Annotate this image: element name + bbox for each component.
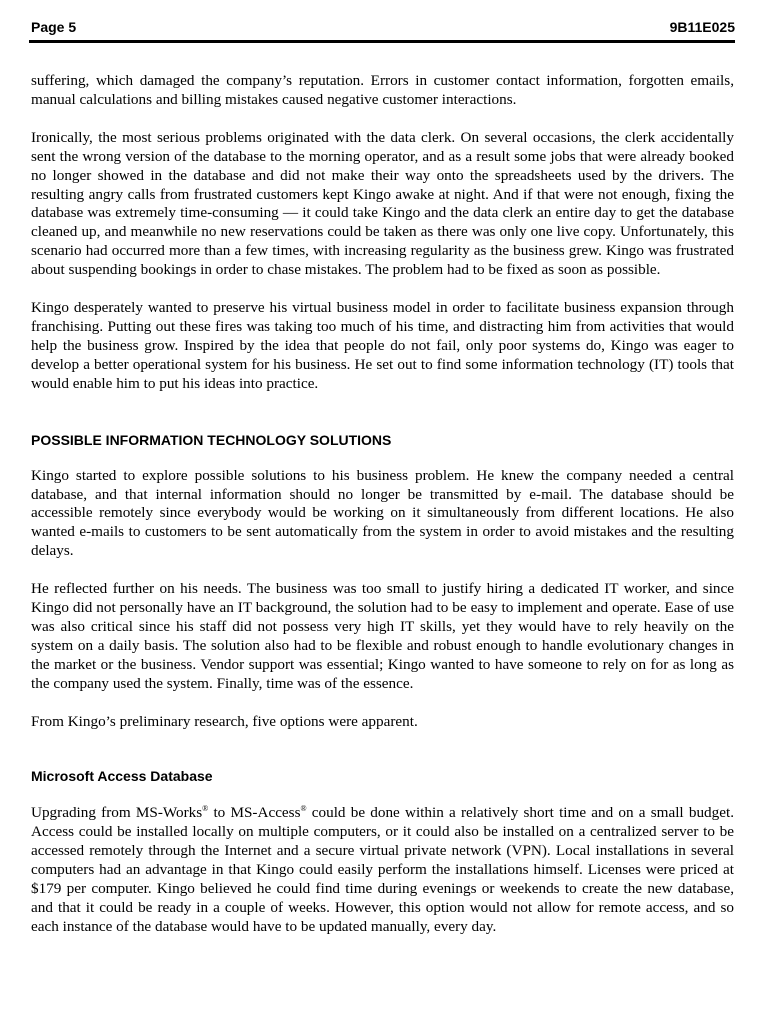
text-fragment: Upgrading from MS-Works	[31, 804, 203, 822]
section-heading-it-solutions: POSSIBLE INFORMATION TECHNOLOGY SOLUTIONS	[31, 431, 392, 448]
registered-mark: ®	[300, 804, 307, 814]
paragraph-needs: He reflected further on his needs. The business was too small to justify hiring a dedicated IT worker, and since Kingo did not personally have an IT background, the solution had to be easy to implement and operate. Ease of use was also critical since his staff did not possess very high IT skills, yet they would have to rely heavily on the system on a daily basis. The solution also had to be flexible and robust enough to handle evolutionary changes in the market or the business. Vendor support was essential; Kingo wanted to have someone to rely on for as long as the company used the system. Finally, time was of the essence.	[31, 580, 734, 692]
paragraph-reputation: suffering, which damaged the company’s reputation. Errors in customer contact information, forgotten emails, manual calculations and billing mistakes caused negative customer interactions.	[31, 72, 734, 108]
text-fragment: to MS-Access	[208, 804, 301, 822]
document-body	[31, 72, 734, 937]
paragraph-ms-access	[31, 804, 734, 936]
registered-mark: ®	[202, 804, 209, 814]
paragraph-data-clerk: Ironically, the most serious problems originated with the data clerk. On several occasions, the clerk accidentally sent the wrong version of the database to the morning operator, and as a result some jobs that were already booked no longer showed in the database and did not make their way onto the spreadsheets used by the drivers. The resulting angry calls from frustrated customers kept Kingo awake at night. And if that were not enough, fixing the database was extremely time-consuming — it could take Kingo and the data clerk an entire day to get the database cleaned up, and meanwhile no new reservations could be taken as there was only one live copy. Unfortunately, this scenario had occurred more than a few times, with increasing regularity as the business grew. Kingo was frustrated about suspending bookings in order to chase mistakes. The problem had to be fixed as soon as possible.	[31, 128, 734, 279]
paragraph-virtual-model: Kingo desperately wanted to preserve his virtual business model in order to facilitate business expansion through franchising. Putting out these fires was taking too much of his time, and distracting him from activities that would help the business grow. Inspired by the idea that people do not fail, only poor systems do, Kingo was eager to develop a better operational system for his business. He set out to find some information technology (IT) tools that would enable him to put his ideas into practice.	[31, 299, 734, 392]
text-fragment: could be done within a relatively short time and on a small budget. Access could be installed locally on multiple computers, or it could also be installed on a centralized server to be accessed remotely through the Internet and a secure virtual private network (VPN). Local installations in several computers had an advantage in that Kingo could easily perform the installations himself. Licenses were priced at $179 per computer. Kingo believed he could find time during evenings or weekends to create the new database, and that it could be ready in a couple of weeks. However, this option would not allow for remote access, and so each instance of the database would have to be updated manually, every day.	[31, 804, 734, 935]
section-heading-ms-access: Microsoft Access Database	[31, 768, 213, 785]
paragraph-explore-solutions: Kingo started to explore possible solutions to his business problem. He knew the company needed a central database, and that internal information should no longer be transmitted by e-mail. The database should be accessible remotely since everybody would be working on it simultaneously from different locations. He also wanted e-mails to customers to be sent automatically from the system in order to avoid mistakes and the resulting delays.	[31, 466, 734, 560]
page-header	[29, 18, 735, 43]
paragraph-five-options: From Kingo’s preliminary research, five options were apparent.	[31, 712, 418, 730]
document-code: 9B11E025	[669, 19, 735, 35]
page-number: Page 5	[31, 19, 77, 35]
